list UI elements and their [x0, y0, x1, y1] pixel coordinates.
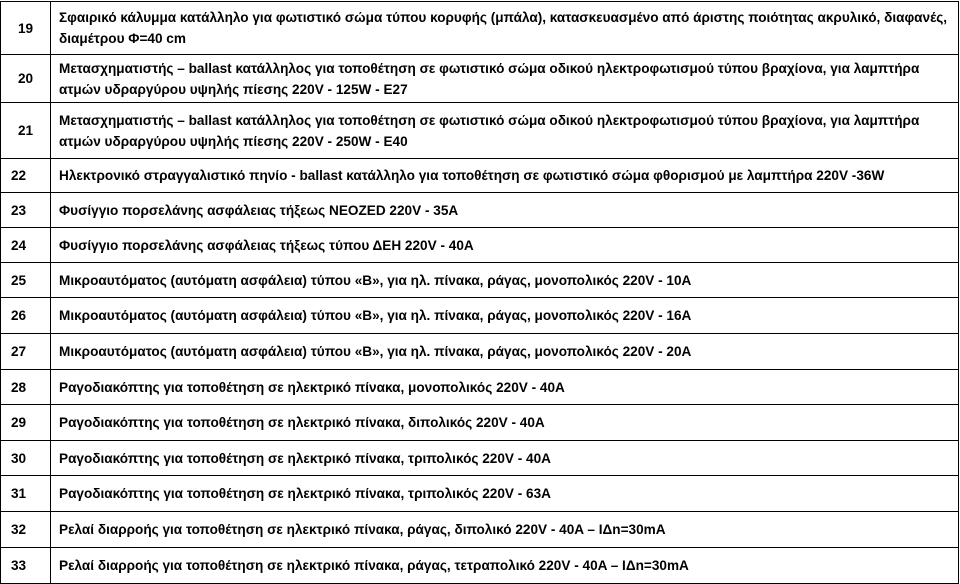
item-number: 24	[11, 237, 27, 253]
item-description: Ραγοδιακόπτης για τοποθέτηση σε ηλεκτρικό πίνακα, τριπολικός 220V - 40A	[59, 450, 551, 466]
table-row	[1, 441, 959, 476]
table-row	[1, 334, 959, 370]
table-row	[1, 548, 959, 584]
item-description: Ραγοδιακόπτης για τοποθέτηση σε ηλεκτρικό πίνακα, διπολικός 220V - 40A	[59, 415, 545, 430]
table-row	[1, 512, 959, 548]
item-description: Μικροαυτόματος (αυτόματη ασφάλεια) τύπου «B», για ηλ. πίνακα, ράγας, μονοπολικός 220V - 20A	[59, 344, 692, 359]
item-description: Ηλεκτρονικό στραγγαλιστικό πηνίο - ballast κατάλληλο για τοποθέτηση σε φωτιστικό σώμα φθορισμού με λαμπτήρα 220V -36W	[59, 168, 885, 183]
table-row	[1, 405, 959, 441]
table-row	[1, 55, 959, 103]
item-number: 30	[11, 450, 27, 466]
item-number: 32	[11, 522, 27, 537]
table-row	[1, 298, 959, 334]
item-description: Φυσίγγιο πορσελάνης ασφάλειας τήξεως NEOZED 220V - 35A	[59, 202, 459, 218]
table-row	[1, 159, 959, 193]
items-table	[0, 1, 959, 584]
item-number: 20	[17, 71, 34, 86]
item-description: Φυσίγγιο πορσελάνης ασφάλειας τήξεως τύπου ΔΕΗ 220V - 40A	[59, 237, 474, 253]
item-description: Μετασχηματιστής – ballast κατάλληλος για τοποθέτηση σε φωτιστικό σώμα οδικού ηλεκτροφωτισμού τύπου βραχίονα, για λαμπτήρα ατμών υδραργύρου υψηλής πίεσης 220V - 250W - E40	[59, 112, 920, 149]
item-description: Μετασχηματιστής – ballast κατάλληλος για τοποθέτηση σε φωτιστικό σώμα οδικού ηλεκτροφωτισμού τύπου βραχίονα, για λαμπτήρα ατμών υδραργύρου υψηλής πίεσης 220V - 125W - E27	[59, 60, 920, 97]
table-row	[1, 263, 959, 298]
table-row	[1, 193, 959, 228]
table-row	[1, 2, 959, 55]
item-number: 33	[11, 558, 27, 573]
item-number: 21	[17, 123, 34, 138]
item-number: 23	[11, 202, 27, 218]
item-number: 25	[11, 272, 27, 288]
item-description: Μικροαυτόματος (αυτόματη ασφάλεια) τύπου «B», για ηλ. πίνακα, ράγας, μονοπολικός 220V - 10A	[59, 272, 692, 288]
item-number: 27	[11, 344, 27, 359]
table-row	[1, 476, 959, 512]
table-row	[1, 228, 959, 263]
item-description: Ραγοδιακόπτης για τοποθέτηση σε ηλεκτρικό πίνακα, μονοπολικός 220V - 40A	[59, 379, 565, 395]
item-number: 26	[11, 308, 27, 323]
item-description: Ρελαί διαρροής για τοποθέτηση σε ηλεκτρικό πίνακα, ράγας, τετραπολικό 220V - 40A – IΔn=30mA	[59, 558, 689, 573]
item-description: Ραγοδιακόπτης για τοποθέτηση σε ηλεκτρικό πίνακα, τριπολικός 220V - 63A	[59, 486, 551, 501]
item-number: 22	[11, 168, 27, 183]
item-number: 29	[11, 415, 27, 430]
item-description: Ρελαί διαρροής για τοποθέτηση σε ηλεκτρικό πίνακα, ράγας, διπολικό 220V - 40A – IΔn=30mA	[59, 522, 666, 537]
item-number: 31	[11, 486, 27, 501]
table-row	[1, 103, 959, 159]
item-description: Μικροαυτόματος (αυτόματη ασφάλεια) τύπου «B», για ηλ. πίνακα, ράγας, μονοπολικός 220V - 16A	[59, 308, 692, 323]
table-row	[1, 370, 959, 405]
item-description: Σφαιρικό κάλυμμα κατάλληλο για φωτιστικό σώμα τύπου κορυφής (μπάλα), κατασκευασμένο από άριστης ποιότητας ακρυλικό, διαφανές, διαμέτρου Φ=40 cm	[59, 10, 948, 46]
item-number: 28	[11, 379, 27, 395]
item-number: 19	[17, 20, 34, 36]
